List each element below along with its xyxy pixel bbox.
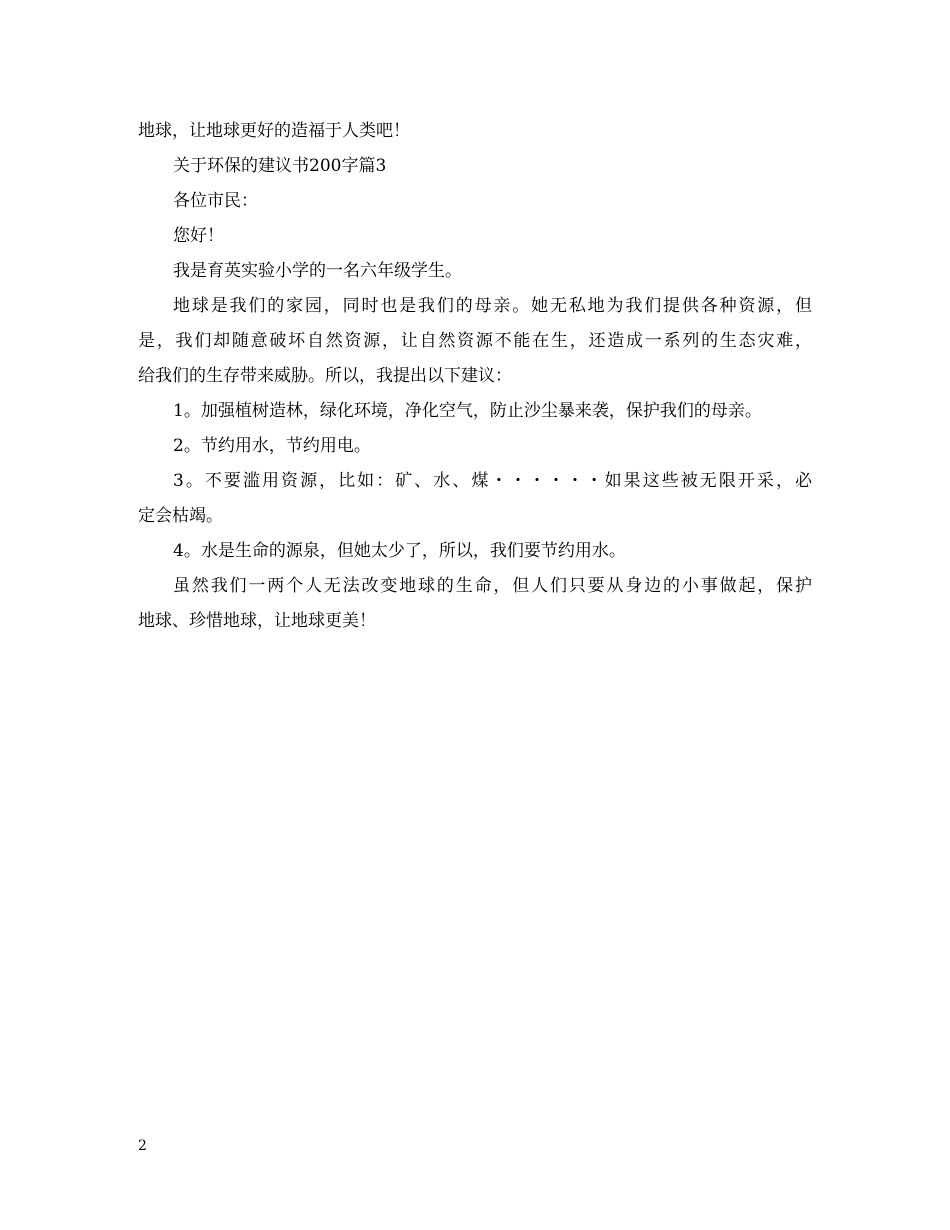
paragraph-line: 是，我们却随意破坏自然资源，让自然资源不能在生，还造成一系列的生态灾难， (138, 331, 812, 351)
closing-paragraph-line: 虽然我们一两个人无法改变地球的生命，但人们只要从身边的小事做起，保护 (173, 576, 812, 596)
introduction-line: 我是育英实验小学的一名六年级学生。 (173, 261, 462, 281)
salutation: 各位市民： (173, 191, 258, 211)
suggestion-item-1: 1。加强植树造林，绿化环境，净化空气，防止沙尘暴来袭，保护我们的母亲。 (173, 401, 762, 421)
page-number: 2 (138, 1138, 147, 1154)
suggestion-item-4: 4。水是生命的源泉，但她太少了，所以，我们要节约用水。 (173, 541, 626, 561)
closing-paragraph-line: 地球、珍惜地球，让地球更美！ (138, 611, 376, 631)
paragraph-line-continuation: 地球，让地球更好的造福于人类吧！ (138, 121, 410, 141)
suggestion-item-3: 3。不要滥用资源，比如：矿、水、煤・・・・・・如果这些被无限开采，必 (173, 471, 812, 491)
suggestion-item-2: 2。节约用水，节约用电。 (173, 436, 371, 456)
paragraph-line: 给我们的生存带来威胁。所以，我提出以下建议： (138, 366, 512, 386)
document-body (138, 114, 812, 639)
suggestion-item-3-continuation: 定会枯竭。 (138, 506, 223, 526)
section-heading: 关于环保的建议书200字篇3 (173, 156, 387, 176)
greeting: 您好！ (173, 226, 224, 246)
paragraph-line: 地球是我们的家园，同时也是我们的母亲。她无私地为我们提供各种资源，但 (173, 296, 812, 316)
